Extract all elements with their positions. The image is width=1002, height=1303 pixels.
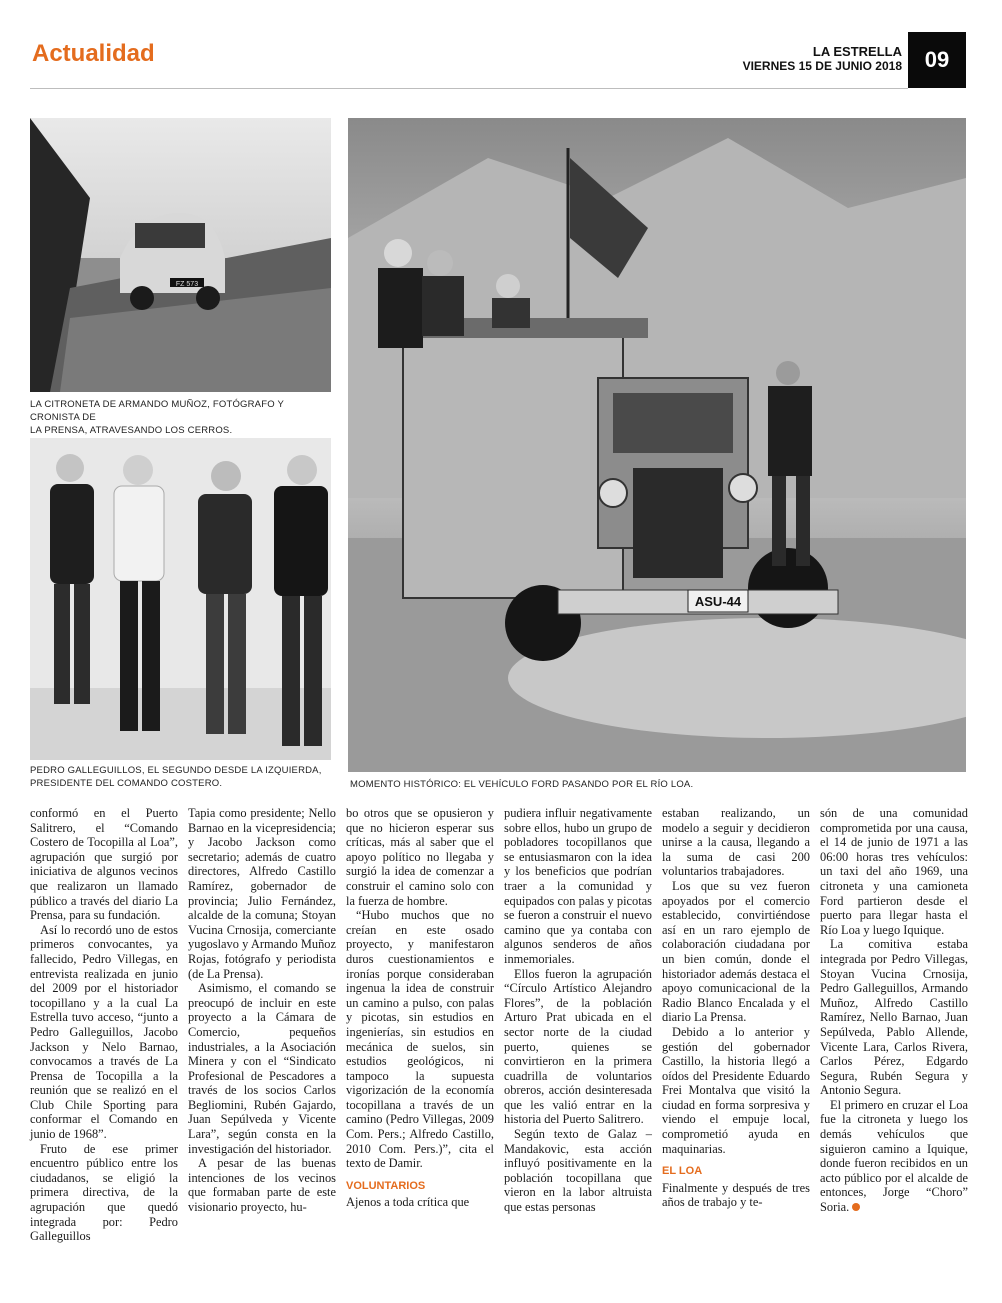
- ford-photo: [348, 118, 966, 772]
- group-caption: [30, 764, 335, 790]
- subhead-el-loa: EL LOA: [662, 1165, 703, 1178]
- col2-para-3: A pesar de las buenas intenciones de los vecinos que formaban parte de este visionario proyecto, hu-: [188, 1156, 336, 1215]
- paper-name: LA ESTRELLA: [812, 44, 902, 59]
- col5-para-1: estaban realizando, un modelo a seguir y decidieron unirse a la causa, llegando a la suma de casi 200 voluntarios trabajadores.: [662, 806, 810, 879]
- section-title: Actualidad: [32, 40, 155, 67]
- col2-para-2: Asimismo, el comando se preocupó de incluir en este proyecto a la Cámara de Comercio, pequeños industriales, a la Asociación Minera y con el “Sindicato Profesional de Pescadores a través de los socios Carlos Begliomini, Rubén Gajardo, Juan Sepúlveda y Vicente Lara”, según consta en la investigación del historiador.: [188, 981, 336, 1156]
- col5-para-2: Los que su vez fueron apoyados por el comercio establecido, convirtiéndose así en un raro ejemplo de colaboración ciudadana por un bien común, donde el historiador además destaca el apoyo comunicacional de la Radio Blanco Encalada y el diario La Prensa.: [662, 878, 810, 1025]
- article-col-5: [662, 806, 810, 1210]
- col5-para-4: Finalmente y después de tres años de trabajo y te-: [662, 1180, 810, 1210]
- col6-para-1: són de una comunidad comprometida por una causa, el 14 de junio de 1971 a las 06:00 horas tres vehículos: un taxi del año 1969, una citroneta y una camioneta Ford partieron desde el puerto para llegar hasta el Río Loa y luego Iquique.: [820, 806, 968, 937]
- citroneta-image: [30, 118, 331, 392]
- article-col-3: [346, 806, 494, 1210]
- header-rule: [30, 88, 908, 89]
- col5-para-3: Debido a lo anterior y gestión del gobernador Castillo, la historia llegó a oídos del Presidente Eduardo Frei Montalva que visitó la ciudad en forma sorpresiva y viendo el empuje local, comprometió ayuda en maquinarias.: [662, 1024, 810, 1156]
- col4-para-1: pudiera influir negativamente sobre ellos, hubo un grupo de pobladores tocopillanos que se entusiasmaron con la idea y los beneficios que podrían traer a la comunidad y equipados con palas y picotas se fueron a construir el nuevo camino que ya contaba con algunos senderos de años inmemoriales.: [504, 806, 652, 966]
- col2-para-1: Tapia como presidente; Nello Barnao en la vicepresidencia; y Jacobo Jackson como secretario; además de cuatro directores, Alfredo Castillo Ramírez, gobernador de provincia; Julio Fernández, alcalde de la comuna; Stoyan Vucina Crnosija, comerciante yugoslavo y Armando Muñoz Rojas, fotógrafo y periodista (de La Prensa).: [188, 806, 336, 981]
- col1-para-1: conformó en el Puerto Salitrero, el “Comando Costero de Tocopilla al Loa”, agrupación que surgió por iniciativa de algunos vecinos que realizaron un llamado público a través del diario La Prensa, para su fundación.: [30, 806, 178, 923]
- citroneta-photo: [30, 118, 331, 392]
- citroneta-caption-line-1: LA CITRONETA DE ARMANDO MUÑOZ, FOTÓGRAFO Y CRONISTA DE: [30, 399, 284, 423]
- col3-para-1: bo otros que se opusieron y que no hicieron esperar sus críticas, más al saber que el apoyo político no llegaba y surgió la idea de comenzar a construir el camino solo con la fuerza de hombre.: [346, 806, 494, 908]
- article-col-6: [820, 806, 968, 1215]
- end-of-article-icon: [852, 1203, 860, 1211]
- ford-image: [348, 118, 966, 772]
- citroneta-caption: [30, 398, 335, 437]
- group-image: [30, 438, 331, 760]
- group-photo: [30, 438, 331, 760]
- col4-para-2: Ellos fueron la agrupación “Círculo Artístico Alejandro Flores”, de la población Arturo Prat ubicada en el sector norte de la ciudad puerto, quienes se convirtieron en la primera cuadrilla de voluntarios obreros, acción desinteresada que les valió entrar en la historia del Puerto Salitrero.: [504, 966, 652, 1127]
- col4-para-3: Según texto de Galaz – Mandakovic, esta acción influyó positivamente en la población tocopillana que vieron en la labor altruista que estas personas: [504, 1127, 652, 1215]
- issue-date: VIERNES 15 DE JUNIO 2018: [742, 59, 902, 73]
- col6-para-2: La comitiva estaba integrada por Pedro Villegas, Stoyan Vucina Crnosija, Pedro Galleguillos, Armando Muñoz, Alfredo Castillo Ramírez, Nello Barnao, Juan Sepúlveda, Pablo Allende, Vicente Lara, Carlos Rivera, Carlos Pérez, Edgardo Segura, Rubén Segura y Antonio Segura.: [820, 937, 968, 1098]
- masthead: [743, 45, 902, 73]
- col3-para-3: Ajenos a toda crítica que: [346, 1195, 470, 1210]
- col3-para-2: “Hubo muchos que no creían en este osado proyecto, y manifestaron duros cuestionamientos e ironías porque consideraban ingenua la idea de construir un camino a pulso, con palas y picotas, sin estudios en ingenierías, sin estudios en mecánica de suelos, sin estudios geológicos, ni tampoco la supuesta vigorización de la economía tocopillana a través de un camino (Pedro Villegas, 2009 Com. Pers.; Alfredo Castillo, 2010 Com. Pers.)”, cita el texto de Damir.: [346, 908, 494, 1171]
- col1-para-2: Así lo recordó uno de estos primeros convocantes, ya fallecido, Pedro Villegas, en entrevista realizada en junio del 2009 por el historiador tocopillano y a la cual La Estrella tuvo acceso, “junto a Pedro Galleguillos, Jacobo Jackson y Nelo Barnao, convocamos a través de La Prensa de Tocopilla a la reunión que se realizó en el Club Chile Sporting para conformar el Comando en junio de 1968”.: [30, 922, 178, 1142]
- article-col-1: [30, 806, 178, 1244]
- group-caption-line-1: PEDRO GALLEGUILLOS, EL SEGUNDO DESDE LA IZQUIERDA,: [30, 765, 322, 776]
- col6-para-3: El primero en cruzar el Loa fue la citroneta y luego los demás vehículos que siguieron camino a Iquique, donde fueron recibidos en un acto público por el alcalde de entonces, Jorge “Choro” Soria.: [820, 1097, 968, 1215]
- article-col-2: [188, 806, 336, 1215]
- page-number: 09: [908, 32, 966, 88]
- ford-plate: ASU-44: [694, 594, 742, 609]
- article-col-4: [504, 806, 652, 1215]
- subhead-voluntarios: VOLUNTARIOS: [346, 1179, 426, 1192]
- col1-para-3: Fruto de ese primer encuentro público entre los ciudadanos, se eligió la primera directiva, de la agrupación que quedó integrada por: Pedro Galleguillos: [30, 1141, 178, 1244]
- ford-caption: MOMENTO HISTÓRICO: EL VEHÍCULO FORD PASANDO POR EL RÍO LOA.: [350, 779, 694, 790]
- citroneta-caption-line-2: LA PRENSA, ATRAVESANDO LOS CERROS.: [30, 425, 233, 436]
- group-caption-line-2: PRESIDENTE DEL COMANDO COSTERO.: [30, 778, 223, 789]
- citroneta-plate: FZ 573: [175, 281, 199, 288]
